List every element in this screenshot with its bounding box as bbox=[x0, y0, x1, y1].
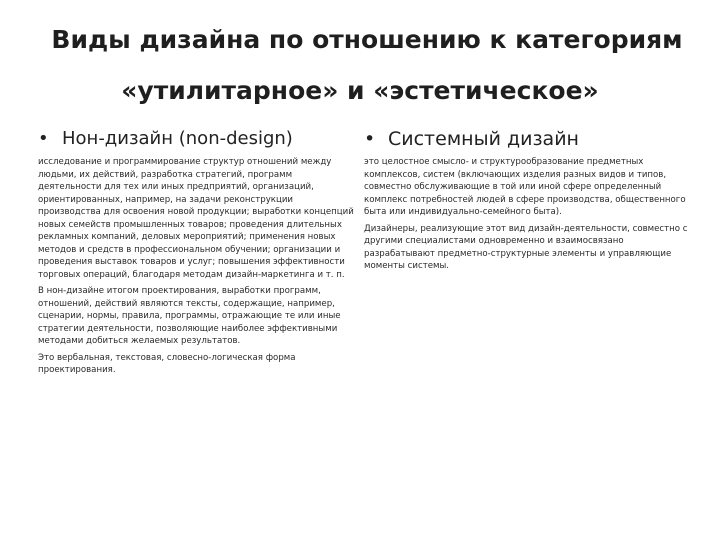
left-heading bbox=[38, 128, 356, 156]
slide-title-line-1: Виды дизайна по отношению к категориям bbox=[51, 25, 683, 54]
right-paragraph-2: Дизайнеры, реализующие этот вид дизайн-деятельности, совместно с другими специалистами одновременно и взаимосвязано разрабатывают предметно-структурные элементы и управляющие моменты системы. bbox=[364, 223, 688, 271]
bullet-icon: • bbox=[364, 128, 376, 150]
slide-title-line-2: «утилитарное» и «эстетическое» bbox=[121, 76, 599, 105]
right-paragraph-1: это целостное смысло- и структурообразование предметных комплексов, систем (включающих изделия разных видов и типов, совместно обслуживающие в той или иной сфере определенный комплекс потребностей людей в сфере производства, общественного быта или индивидуально-семейного быта). bbox=[364, 157, 686, 217]
left-body bbox=[38, 156, 356, 377]
right-column bbox=[364, 128, 694, 277]
left-column bbox=[38, 128, 356, 381]
right-body bbox=[364, 156, 694, 273]
right-heading-text: Системный дизайн bbox=[388, 128, 579, 150]
bullet-icon: • bbox=[38, 128, 49, 149]
left-paragraph-1: исследование и программирование структур отношений между людьми, их действий, разработка стратегий, программ деятельности для тех или иных предприятий, организаций, ориентированных, например, на задачи реконструкции производства для освоения новой продукции; выработки концепций новых семейств промышленных товаров; проведения длительных рекламных компаний, деловых мероприятий; применения новых методов и средств в профессиональном обучении; организации и проведения выставок товаров и услуг; повышения эффективности торговых операций, благодаря методам дизайн-маркетинга и т. п. bbox=[38, 157, 354, 280]
right-heading bbox=[364, 128, 694, 156]
left-paragraph-2: В нон-дизайне итогом проектирования, выработки программ, отношений, действий являются тексты, содержащие, например, сценарии, нормы, правила, программы, отражающие те или иные стратегии деятельности, позволяющие наиболее эффективными методами добиться желаемых результатов. bbox=[38, 286, 341, 346]
left-heading-text: Нон-дизайн (non-design) bbox=[62, 128, 293, 149]
left-paragraph-3: Это вербальная, текстовая, словесно-логическая форма проектирования. bbox=[38, 352, 296, 375]
